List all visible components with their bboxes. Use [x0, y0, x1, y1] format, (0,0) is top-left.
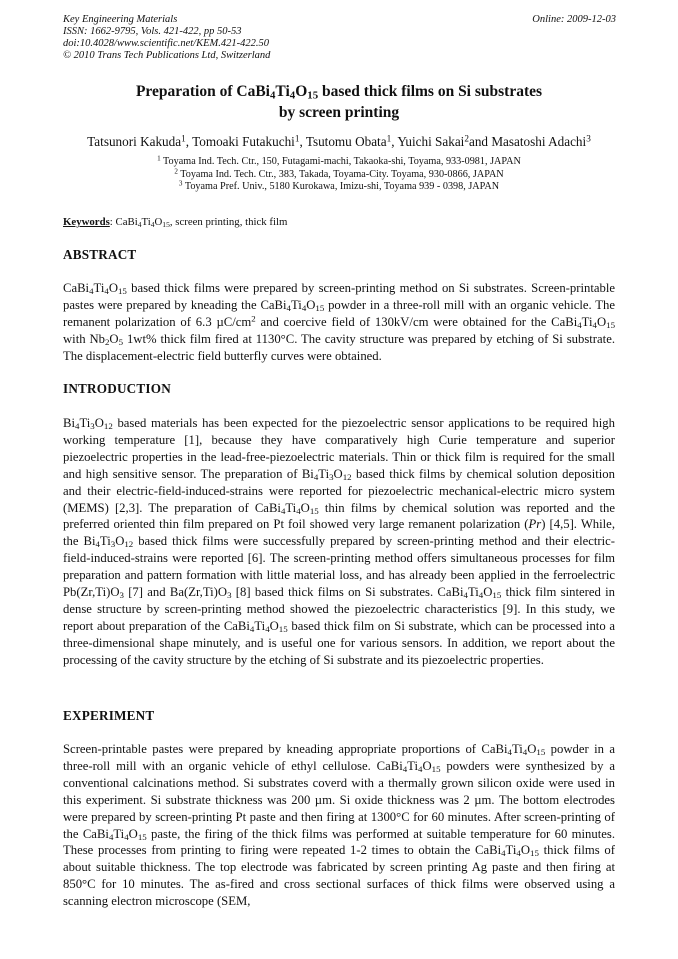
online-date: Online: 2009-12-03 [532, 14, 616, 25]
experiment-heading: EXPERIMENT [63, 708, 155, 723]
journal-header [63, 14, 270, 62]
paper-title: Preparation of $CaBi_4Ti_4O_{15}$ based thick films on Si substrates by screen printing [135, 83, 543, 121]
title-line-2: by screen printing [278, 104, 400, 121]
author-list: Tatsunori Kakuda$^1$, Tomoaki Futakuchi$^1$, Tsutomu Obata$^1$, Yuichi Sakai$^2$and Masatoshi Adachi$^3$ [87, 133, 591, 149]
affiliation: $^3$ Toyama Pref. Univ., 5180 Kurokawa, Imizu-shi, Toyama 939 - 0398, JAPAN [178, 179, 500, 192]
author-name: Yuichi Sakai [397, 134, 465, 149]
author-name: Masatoshi Adachi [491, 134, 587, 149]
author-name: Tatsunori Kakuda [87, 134, 182, 149]
keywords-line: Keywords: $CaBi_4Ti_4O_{15}$, screen printing, thick film [63, 216, 288, 229]
copyright-line: © 2010 Trans Tech Publications Ltd, Switzerland [63, 50, 271, 61]
introduction-paragraph: $Bi_4Ti_3O_{12}$ based materials has been expected for the piezoelectric sensor applications to be required high working temperature [1], because they have comparatively high Curie temperature and superior piezoelectric properties in the lead-free-piezoelectric materials. Thin or thick film is required for the small and high sensitive sensor. The preparation of $Bi_4Ti_3O_{12}$ based thick films by chemical solution deposition and their electric-field-induced-strains were reported for piezoelectric mechanical-electric micro system (MEMS) [2,3]. The preparation of $CaBi_4Ti_4O_{15}$ thin films by chemical solution was reported and the preferred oriented thin film prepared on Pt foil showed very large remanent polarization (Pr) [4,5]. While, the $Bi_4Ti_3O_{12}$ based thick films were successfully prepared by screen-printing method and their electric-field-induced-strains were reported [6]. The screen-printing method offers simultaneous processes for film preparation and pattern formation with little material loss, and has already been applied in the ferroelectric $Pb(Zr,Ti)O_3$ [7] and $Ba(Zr,Ti)O_3$ [8] based thick films on Si substrates. $CaBi_4Ti_4O_{15}$ thick film sintered in dense structure by screen-printing method showed the piezoelectric characteristics [9]. In this study, we report about preparation of the $CaBi_4Ti_4O_{15}$ based thick film on Si substrate, which can be processed into a three-dimensional shape minutely, and is useful one for various sensors. In addition, we report about the processing of the cavity structure by the etching of Si substrate and its piezoelectric properties. [63, 416, 615, 667]
introduction-heading: INTRODUCTION [63, 381, 171, 396]
affiliation-list [63, 156, 615, 194]
author-name: Tsutomu Obata [305, 134, 387, 149]
keywords-label: Keywords [63, 216, 110, 228]
abstract-heading: ABSTRACT [63, 247, 137, 262]
affiliation: $^2$ Toyama Ind. Tech. Ctr., 383, Takada, Toyama-City. Toyama, 930-0866, JAPAN [174, 166, 504, 180]
journal-name: Key Engineering Materials [63, 14, 178, 25]
issn-line: ISSN: 1662-9795, Vols. 421-422, pp 50-53 [63, 26, 242, 37]
affiliation: $^1$ Toyama Ind. Tech. Ctr., 150, Futagami-machi, Takaoka-shi, Toyama, 933-0981, JAPAN [157, 154, 521, 167]
abstract-paragraph: $CaBi_4Ti_4O_{15}$ based thick films were prepared by screen-printing method on Si substrates. Screen-printable pastes were prepared by kneading the $CaBi_4Ti_4O_{15}$ powder in a three-roll mill with an organic vehicle. The remanent polarization of 6.3 $\mu C/cm^2$ and coercive field of 130kV/cm were obtained for the $CaBi_4Ti_4O_{15}$ with $Nb_2O_5$ 1wt% thick film fired at 1130°C. The cavity structure was prepared by etching of Si substrate. The displacement-electric field butterfly curves were obtained. [63, 281, 615, 363]
experiment-paragraph: Screen-printable pastes were prepared by kneading appropriate proportions of $CaBi_4Ti_4O_{15}$ powder in a three-roll mill with an organic vehicle of ethyl cellulose. $CaBi_4Ti_4O_{15}$ powders were synthesized by a conventional calcinations method. Si substrates coverd with a thermally grown silicon oxide were used in this experiment. Si substrate thickness was 200 µm. Si oxide thickness was 2 µm. The bottom electrodes were prepared by screen-printing Pt paste and then firing at 1300°C for 60 minutes. After screen-printing of the $CaBi_4Ti_4O_{15}$ paste, the firing of the thick films was performed at suitable temperature for 60 minutes. These processes from printing to firing were repeated 1-2 times to obtain the $CaBi_4Ti_4O_{15}$ thick films of about suitable thickness. The top electrode was fabricated by screen printing Ag paste and then firing at 850°C for 10 minutes. The as-fired and cross sectional surfaces of thick films were observed using a scanning electron microscope (SEM, [63, 742, 615, 909]
doi-line: doi:10.4028/www.scientific.net/KEM.421-422.50 [63, 38, 269, 49]
author-name: Tomoaki Futakuchi [192, 134, 295, 149]
